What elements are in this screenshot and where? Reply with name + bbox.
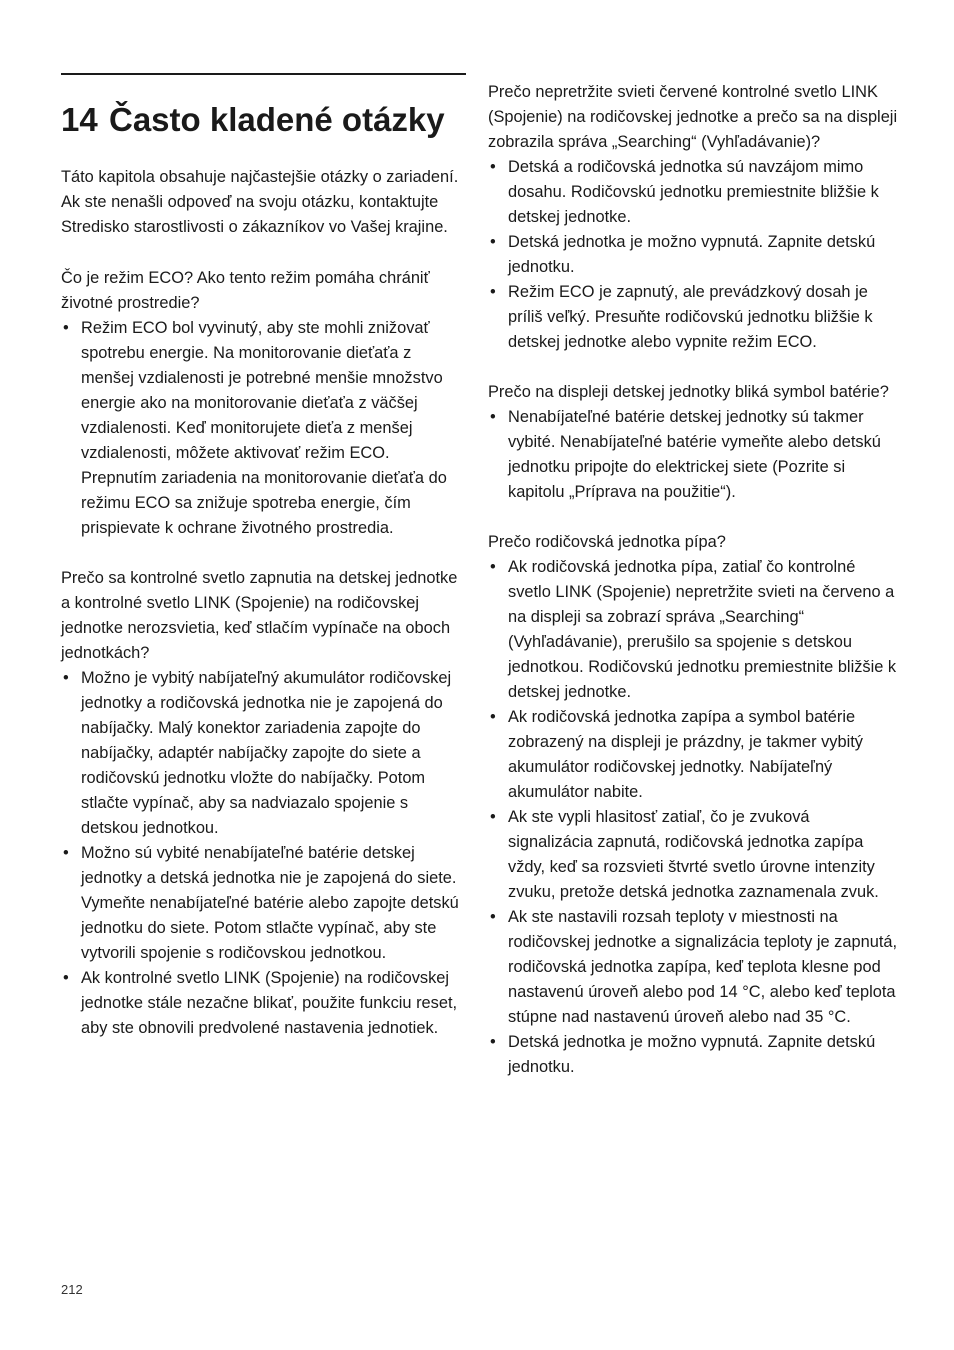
faq-question: Prečo rodičovská jednotka pípa? (488, 533, 726, 551)
faq-answer-item (488, 405, 898, 505)
bullet-icon: • (490, 558, 496, 576)
faq-answer-list (488, 555, 898, 1080)
faq-answer-item (488, 705, 898, 805)
bullet-icon: • (490, 908, 496, 926)
faq-section (488, 530, 898, 1080)
bullet-icon: • (490, 808, 496, 826)
faq-answer-item (488, 155, 898, 230)
faq-section (61, 266, 466, 541)
chapter-top-rule (61, 73, 466, 75)
faq-answer-item (61, 666, 466, 841)
faq-answer-text: Možno sú vybité nenabíjateľné batérie detskej jednotky a detská jednotka nie je zapojená do siete. Vymeňte nenabíjateľné batérie alebo zapojte detskú jednotku do siete. Potom stlačte vypínač, aby ste vytvorili spojenie s rodičovskou jednotkou. (81, 844, 459, 962)
bullet-icon: • (490, 408, 496, 426)
faq-question: Čo je režim ECO? Ako tento režim pomáha chrániť životné prostredie? (61, 269, 430, 312)
left-column (61, 73, 466, 1066)
faq-answer-text: Ak rodičovská jednotka pípa, zatiaľ čo kontrolné svetlo LINK (Spojenie) nepretržite svieti na červeno a na displeji sa zobrazí správa „Searching“ (Vyhľadávanie), prerušilo sa spojenie s detskou jednotkou. Rodičovskú jednotku premiestnite bližšie k detskej jednotke. (508, 558, 897, 701)
right-column (488, 80, 898, 1105)
faq-answer-text: Detská a rodičovská jednotka sú navzájom mimo dosahu. Rodičovskú jednotku premiestnite bližšie k detskej jednotke. (508, 158, 879, 226)
faq-question: Prečo sa kontrolné svetlo zapnutia na detskej jednotke a kontrolné svetlo LINK (Spojenie) na rodičovskej jednotke nerozsvietia, keď stlačím vypínače na oboch jednotkách? (61, 569, 458, 662)
faq-answer-item (61, 966, 466, 1041)
faq-answer-item (488, 805, 898, 905)
faq-answer-text: Detská jednotka je možno vypnutá. Zapnite detskú jednotku. (508, 233, 876, 276)
bullet-icon: • (63, 844, 69, 862)
chapter-number: 14 (61, 101, 98, 138)
faq-question: Prečo na displeji detskej jednotky bliká symbol batérie? (488, 383, 889, 401)
bullet-icon: • (490, 708, 496, 726)
bullet-icon: • (490, 1033, 496, 1051)
left-faq-list (61, 266, 466, 1041)
right-faq-list (488, 80, 898, 1080)
faq-answer-text: Detská jednotka je možno vypnutá. Zapnite detskú jednotku. (508, 1033, 876, 1076)
faq-section (488, 80, 898, 355)
faq-answer-item (488, 905, 898, 1030)
faq-answer-text: Možno je vybitý nabíjateľný akumulátor rodičovskej jednotky a rodičovská jednotka nie je zapojená do nabíjačky. Malý konektor zariadenia zapojte do nabíjačky, adaptér nabíjačky zapojte do siete a rodičovskú jednotku vložte do nabíjačky. Potom stlačte vypínač, aby sa nadviazalo spojenie s detskou jednotkou. (81, 669, 452, 837)
faq-answer-text: Režim ECO je zapnutý, ale prevádzkový dosah je príliš veľký. Presuňte rodičovskú jednotku bližšie k detskej jednotke alebo vypnite režim ECO. (508, 283, 873, 351)
bullet-icon: • (63, 669, 69, 687)
intro-paragraph: Táto kapitola obsahuje najčastejšie otázky o zariadení. Ak ste nenašli odpoveď na svoju otázku, kontaktujte Stredisko starostlivosti o zákazníkov vo Vašej krajine. (61, 168, 459, 236)
faq-answer-text: Ak ste vypli hlasitosť zatiaľ, čo je zvuková signalizácia zapnutá, rodičovská jednotka zapípa vždy, keď sa rozsvieti štvrté svetlo úrovne intenzity zvuku, pretože detská jednotka zaznamenala zvuk. (508, 808, 879, 901)
faq-answer-text: Režim ECO bol vyvinutý, aby ste mohli znižovať spotrebu energie. Na monitorovanie dieťaťa z menšej vzdialenosti je potrebné menšie množstvo energie ako na monitorovanie dieťaťa z väčšej vzdialenosti. Keď monitorujete dieťa z menšej vzdialenosti, môžete aktivovať režim ECO. Prepnutím zariadenia na monitorovanie dieťaťa do režimu ECO sa znižuje spotreba energie, čím prispievate k ochrane životného prostredia. (81, 319, 447, 537)
faq-answer-list (61, 666, 466, 1041)
faq-answer-item (488, 555, 898, 705)
faq-question: Prečo nepretržite svieti červené kontrolné svetlo LINK (Spojenie) na rodičovskej jednotke a prečo sa na displeji zobrazila správa „Searching“ (Vyhľadávanie)? (488, 83, 898, 151)
page-number: 212 (61, 1282, 83, 1297)
faq-section (488, 380, 898, 505)
faq-answer-text: Ak kontrolné svetlo LINK (Spojenie) na rodičovskej jednotke stále nezačne blikať, použite funkciu reset, aby ste obnovili predvolené nastavenia jednotiek. (81, 969, 458, 1037)
faq-answer-item (61, 316, 466, 541)
chapter-title (61, 95, 466, 145)
bullet-icon: • (63, 969, 69, 987)
faq-answer-text: Ak rodičovská jednotka zapípa a symbol batérie zobrazený na displeji je prázdny, je takmer vybitý akumulátor rodičovskej jednotky. Nabíjateľný akumulátor nabite. (508, 708, 863, 801)
bullet-icon: • (490, 233, 496, 251)
faq-answer-item (488, 1030, 898, 1080)
chapter-title-text: Často kladené otázky (109, 101, 445, 138)
faq-answer-text: Nenabíjateľné batérie detskej jednotky sú takmer vybité. Nenabíjateľné batérie vymeňte alebo detskú jednotku pripojte do elektrickej siete (Pozrite si kapitolu „Príprava na použitie“). (508, 408, 881, 501)
bullet-icon: • (490, 283, 496, 301)
bullet-icon: • (63, 319, 69, 337)
faq-answer-list (61, 316, 466, 541)
faq-answer-list (488, 405, 898, 505)
faq-answer-item (488, 280, 898, 355)
faq-section (61, 566, 466, 1041)
faq-answer-item (61, 841, 466, 966)
bullet-icon: • (490, 158, 496, 176)
faq-answer-text: Ak ste nastavili rozsah teploty v miestnosti na rodičovskej jednotke a signalizácia teploty je zapnutá, rodičovská jednotka zapípa, keď teplota klesne pod nastavenú úroveň alebo pod 14 °C, alebo keď teplota stúpne nad nastavenú úroveň alebo nad 35 °C. (508, 908, 898, 1026)
faq-answer-list (488, 155, 898, 355)
faq-answer-item (488, 230, 898, 280)
